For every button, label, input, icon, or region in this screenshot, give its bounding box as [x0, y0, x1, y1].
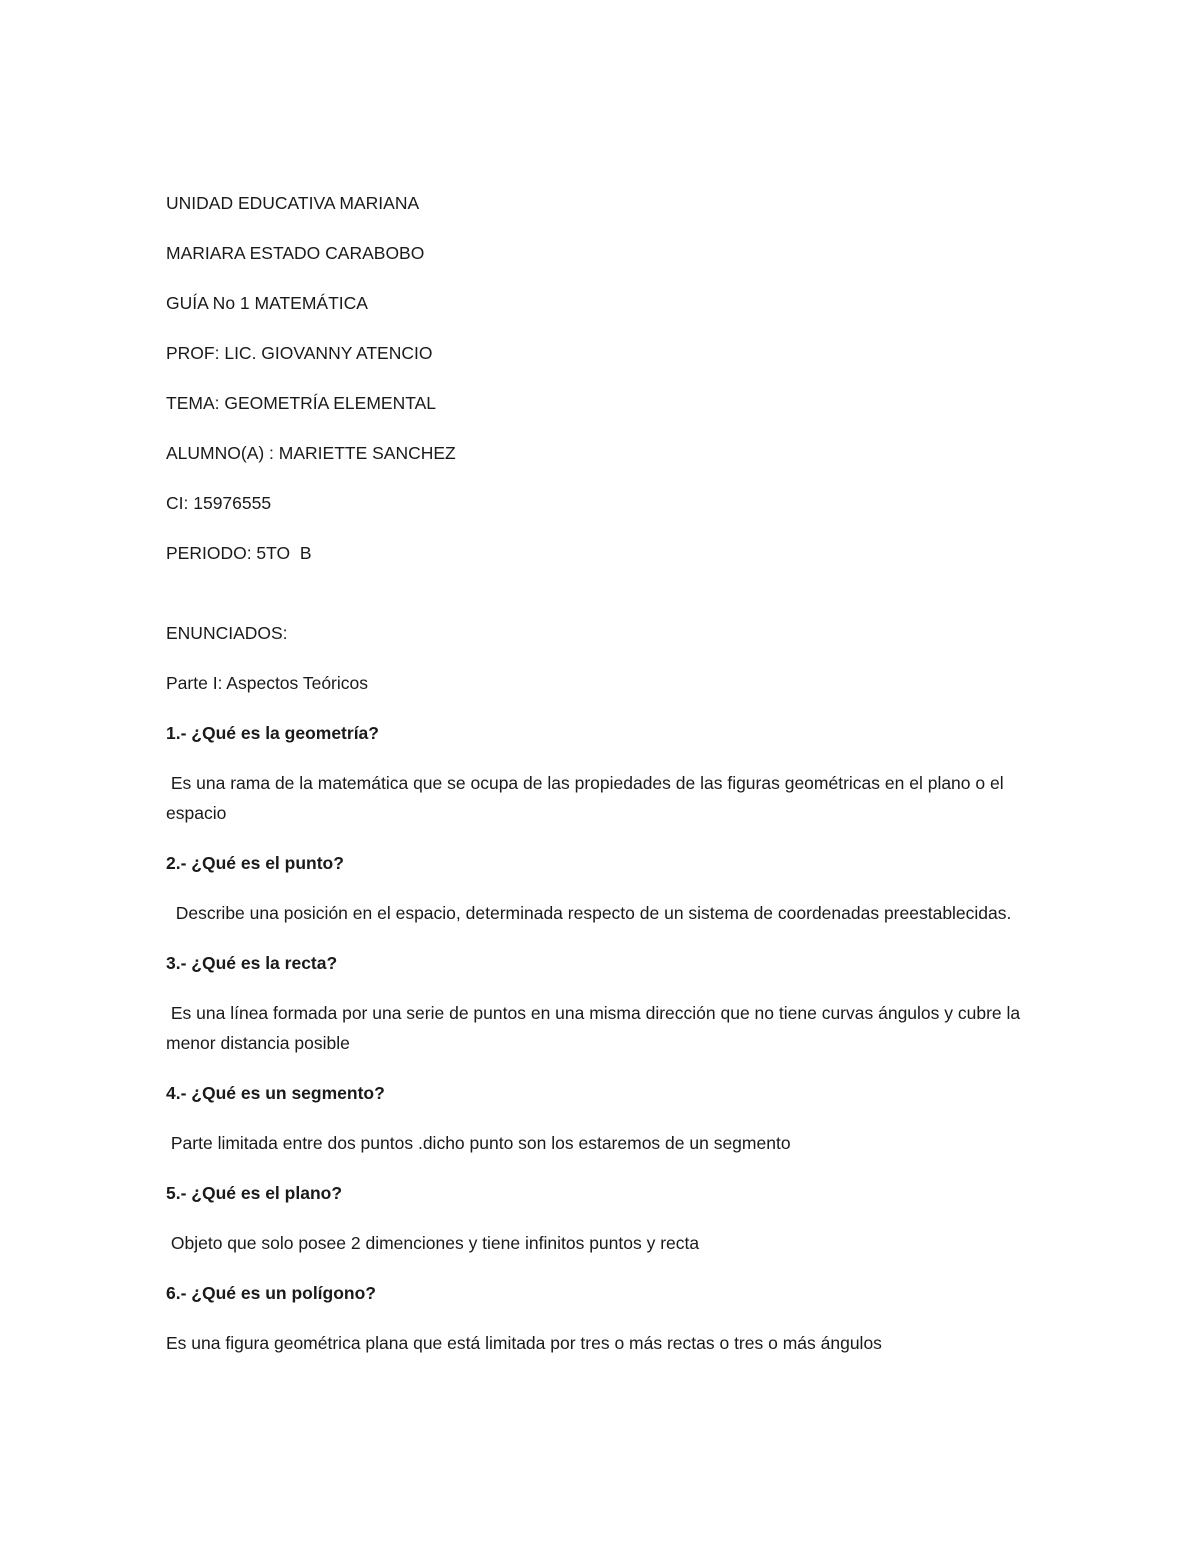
- answer-3: Es una línea formada por una serie de puntos en una misma dirección que no tiene curvas ángulos y cubre la menor distancia posible: [166, 1003, 1026, 1053]
- document-body: [166, 188, 1046, 1378]
- period: PERIODO: 5TO B: [166, 543, 312, 563]
- school-location: MARIARA ESTADO CARABOBO: [166, 243, 425, 263]
- question-5: 5.- ¿Qué es el plano?: [166, 1183, 343, 1203]
- question-1: 1.- ¿Qué es la geometría?: [166, 723, 379, 743]
- student-name: ALUMNO(A) : MARIETTE SANCHEZ: [166, 443, 456, 463]
- guide-title: GUÍA No 1 MATEMÁTICA: [166, 293, 368, 313]
- question-3: 3.- ¿Qué es la recta?: [166, 953, 338, 973]
- answer-5: Objeto que solo posee 2 dimenciones y tiene infinitos puntos y recta: [166, 1233, 700, 1253]
- answer-6: Es una figura geométrica plana que está limitada por tres o más rectas o tres o más ángulos: [166, 1333, 882, 1353]
- question-6: 6.- ¿Qué es un polígono?: [166, 1283, 376, 1303]
- teacher-name: PROF: LIC. GIOVANNY ATENCIO: [166, 343, 433, 363]
- student-ci: CI: 15976555: [166, 493, 272, 513]
- question-4: 4.- ¿Qué es un segmento?: [166, 1083, 385, 1103]
- section-part: Parte I: Aspectos Teóricos: [166, 673, 369, 693]
- answer-4: Parte limitada entre dos puntos .dicho punto son los estaremos de un segmento: [166, 1133, 791, 1153]
- school-name: UNIDAD EDUCATIVA MARIANA: [166, 193, 420, 213]
- section-title: ENUNCIADOS:: [166, 623, 288, 643]
- question-2: 2.- ¿Qué es el punto?: [166, 853, 344, 873]
- topic: TEMA: GEOMETRÍA ELEMENTAL: [166, 393, 437, 413]
- answer-2: Describe una posición en el espacio, determinada respecto de un sistema de coordenadas preestablecidas.: [166, 903, 1012, 923]
- answer-1: Es una rama de la matemática que se ocupa de las propiedades de las figuras geométricas en el plano o el espacio: [166, 773, 1009, 823]
